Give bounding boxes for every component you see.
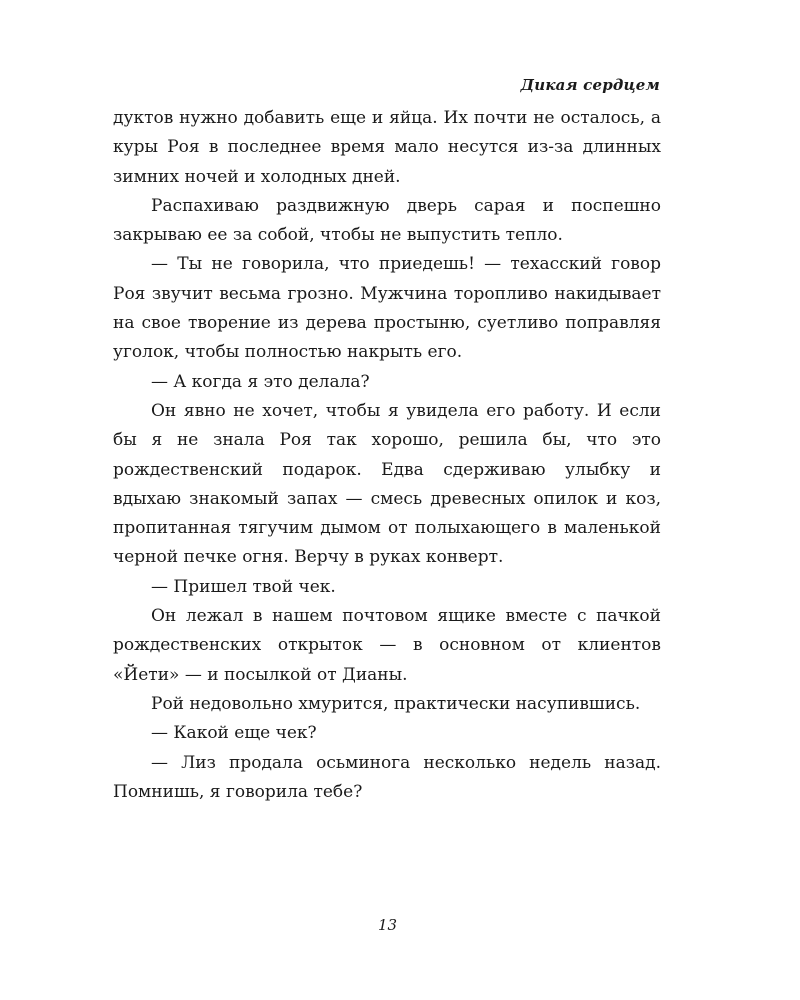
paragraph: дуктов нужно добавить еще и яйца. Их почти не осталось, а куры Роя в последнее время мало несутся из-за длинных зимних ночей и холодных дней. xyxy=(113,108,661,187)
paragraph: — Ты не говорила, что приедешь! — техасский говор Роя звучит весьма грозно. Мужчина торопливо накидывает на свое творение из дерева простыню, суетливо поправляя уголок, чтобы полностью накрыть его. xyxy=(113,254,661,363)
running-header-title: Дикая сердцем xyxy=(520,76,660,94)
paragraph: — Пришел твой чек. xyxy=(151,576,336,597)
paragraph: — Лиз продала осьминога несколько недель назад. Помнишь, я говорила тебе? xyxy=(113,752,661,802)
paragraph: — Какой еще чек? xyxy=(151,723,317,744)
paragraph: Рой недовольно хмурится, практически насупившись. xyxy=(151,693,641,714)
paragraph: Он лежал в нашем почтовом ящике вместе с пачкой рождественских открыток — в основном от клиентов «Йети» — и посылкой от Дианы. xyxy=(113,606,661,685)
page-body xyxy=(113,104,661,807)
paragraph: Распахиваю раздвижную дверь сарая и поспешно закрываю ее за собой, чтобы не выпустить тепло. xyxy=(113,195,661,246)
paragraph: — А когда я это делала? xyxy=(151,371,370,392)
paragraph: Он явно не хочет, чтобы я увидела его работу. И если бы я не знала Роя так хорошо, решила бы, что это рождественский подарок. Едва сдерживаю улыбку и вдыхаю знакомый запах — смесь древесных опилок и коз, пропитанная тягучим дымом от полыхающего в маленькой черной печке огня. Верчу в руках конверт. xyxy=(113,400,661,568)
page-number: 13 xyxy=(377,916,398,934)
